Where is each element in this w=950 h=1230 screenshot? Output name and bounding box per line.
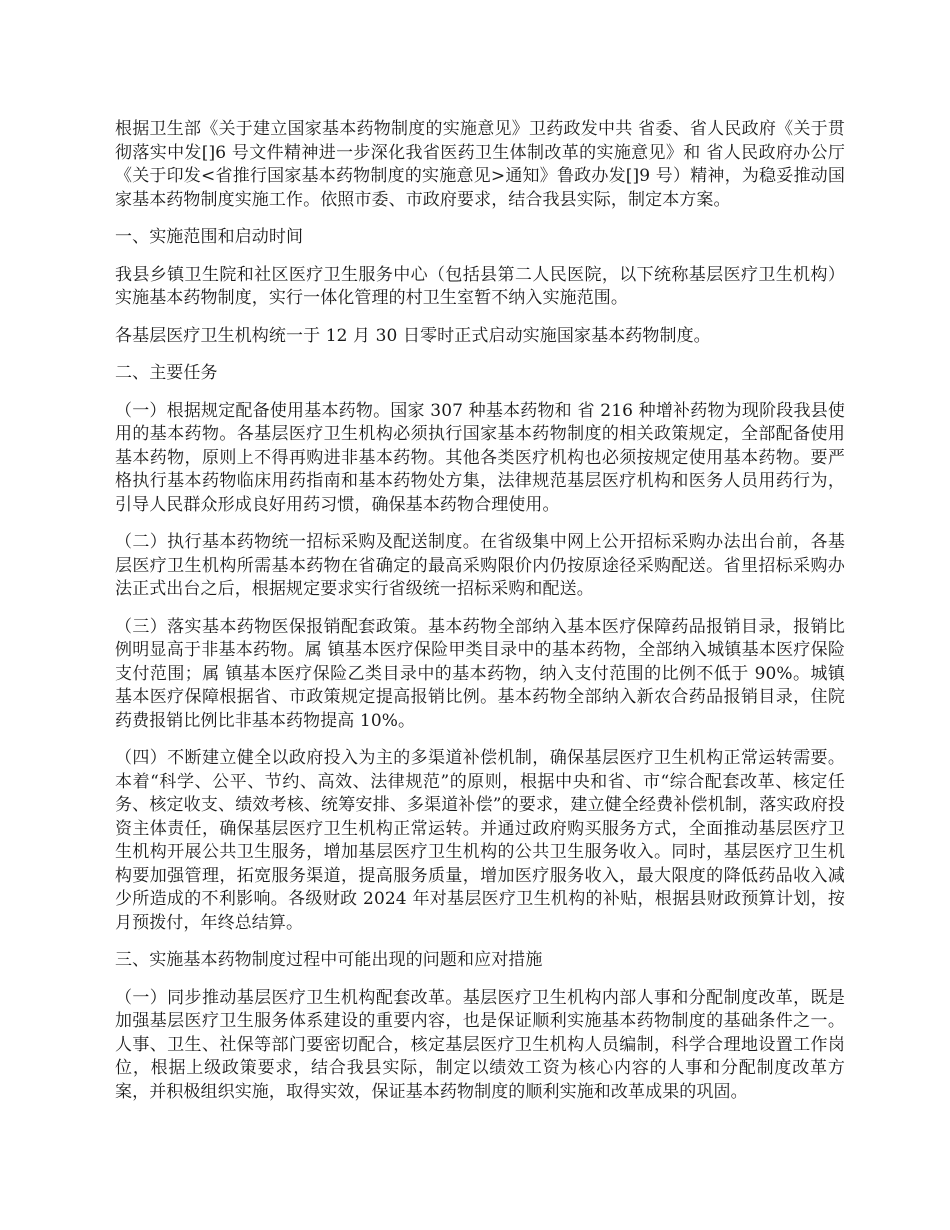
issues-paragraph-1: （一）同步推动基层医疗卫生机构配套改革。基层医疗卫生机构内部人事和分配制度改革，既是加强基层医疗卫生服务体系建设的重要内容，也是保证顺利实施基本药物制度的基础条件之一。人事、卫生、社保等部门要密切配合，核定基层医疗卫生机构人员编制，科学合理地设置工作岗位，根据上级政策要求，结合我县实际，制定以绩效工资为核心内容的人事和分配制度改革方案，并积极组织实施，取得实效，保证基本药物制度的顺利实施和改革成果的巩固。 — [115, 987, 845, 1102]
section-heading-tasks: 二、主要任务 — [115, 363, 218, 383]
scope-paragraph: 我县乡镇卫生院和社区医疗卫生服务中心（包括县第二人民医院，以下统称基层医疗卫生机构）实施基本药物制度，实行一体化管理的村卫生室暂不纳入实施范围。 — [115, 264, 845, 308]
task-paragraph-4: （四）不断建立健全以政府投入为主的多渠道补偿机制，确保基层医疗卫生机构正常运转需要。本着“科学、公平、节约、高效、法律规范”的原则，根据中央和省、市“综合配套改革、核定任务、核定收支、绩效考核、统筹安排、多渠道补偿”的要求，建立健全经费补偿机制，落实政府投资主体责任，确保基层医疗卫生机构正常运转。并通过政府购买服务方式，全面推动基层医疗卫生机构开展公共卫生服务，增加基层医疗卫生机构的公共卫生服务收入。同时，基层医疗卫生机构要加强管理，拓宽服务渠道，提高服务质量，增加医疗服务收入，最大限度的降低药品收入减少所造成的不利影响。各级财政 2024 年对基层医疗卫生机构的补贴，根据县财政预算计划，按月预拨付，年终总结算。 — [115, 748, 845, 933]
document-body — [115, 118, 845, 1118]
section-heading-issues: 三、实施基本药物制度过程中可能出现的问题和应对措施 — [115, 950, 543, 970]
start-time-paragraph: 各基层医疗卫生机构统一于 12 月 30 日零时正式启动实施国家基本药物制度。 — [115, 325, 711, 346]
intro-paragraph: 根据卫生部《关于建立国家基本药物制度的实施意见》卫药政发中共 省委、省人民政府《关于贯彻落实中发[]6 号文件精神进一步深化我省医药卫生体制改革的实施意见》和 省人民政府办公厅《关于印发<省推行国家基本药物制度的实施意见>通知》鲁政办发[]9 号）精神，为稳妥推动国家基本药物制度实施工作。依照市委、市政府要求，结合我县实际，制定本方案。 — [115, 119, 845, 210]
task-paragraph-1: （一）根据规定配备使用基本药物。国家 307 种基本药物和 省 216 种增补药物为现阶段我县使用的基本药物。各基层医疗卫生机构必须执行国家基本药物制度的相关政策规定，全部配备使用基本药物，原则上不得再购进非基本药物。其他各类医疗机构也必须按规定使用基本药物。要严格执行基本药物临床用药指南和基本药物处方集，法律规范基层医疗机构和医务人员用药行为，引导人民群众形成良好用药习惯，确保基本药物合理使用。 — [115, 400, 845, 515]
task-paragraph-2: （二）执行基本药物统一招标采购及配送制度。在省级集中网上公开招标采购办法出台前，各基层医疗卫生机构所需基本药物在省确定的最高采购限价内仍按原途径采购配送。省里招标采购办法正式出台之后，根据规定要求实行省级统一招标采购和配送。 — [115, 532, 845, 599]
section-heading-scope: 一、实施范围和启动时间 — [115, 227, 304, 247]
task-paragraph-3: （三）落实基本药物医保报销配套政策。基本药物全部纳入基本医疗保障药品报销目录，报销比例明显高于非基本药物。属 镇基本医疗保险甲类目录中的基本药物，全部纳入城镇基本医疗保险支付范围；属 镇基本医疗保险乙类目录中的基本药物，纳入支付范围的比例不低于 90%。城镇基本医疗保障根据省、市政策规定提高报销比例。基本药物全部纳入新农合药品报销目录，住院药费报销比例比非基本药物提高 10%。 — [115, 616, 845, 731]
